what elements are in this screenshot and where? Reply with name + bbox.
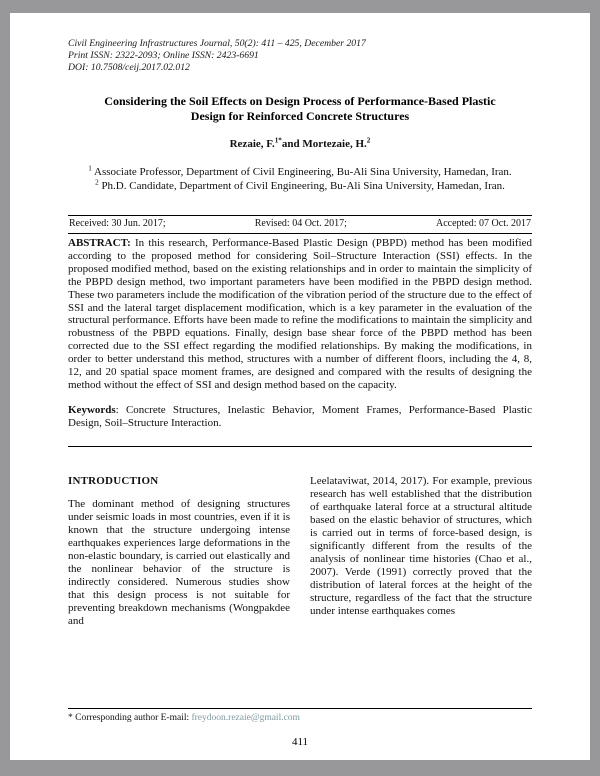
abstract-paragraph [68,237,532,392]
accepted-date: Accepted: 07 Oct. 2017 [436,218,531,229]
paper-page [10,13,590,760]
keywords-label: Keywords [68,403,116,416]
journal-doi: DOI: 10.7508/ceij.2017.02.012 [68,62,190,73]
affiliation-1 [80,166,520,180]
footnote-block [68,708,532,724]
revised-date: Revised: 04 Oct. 2017; [254,218,347,229]
footnote-label: Corresponding author E-mail: [72,713,192,723]
author-2-superscript: 2 [366,136,371,145]
keywords-text: : Concrete Structures, Inelastic Behavior, Moment Frames, Performance-Based Plastic Design, Soil–Structure Interaction. [68,403,532,429]
author-2: Mortezaie, H. [302,138,367,150]
footnote-marker: * [68,713,73,723]
journal-citation: Civil Engineering Infrastructures Journal, 50(2): 411 – 425, December 2017 [68,38,366,49]
keywords-paragraph [68,404,532,430]
affiliations [68,166,532,193]
abstract-text: In this research, Performance-Based Plastic Design (PBPD) method has been modified according to the proposed method for considering Soil–Structure Interaction (SSI) effects. In the proposed modified method, based on the existing relationships and in order to maintain the simplicity of the PBPD design method, two important parameters have been modified in the PBPD design method. These two parameters include the modification of the vibration period of the structure due to the effect of SSI and the lateral target displacement modification, which is a key parameter in the evaluation of the structural performance. Efforts have been made to refine the modifications to maintain the simplicity and robustness of the PBPD equations. Finally, design base shear force of the PBPD method has been corrected due to the SSI effect regarding the modified relationships. By making the modifications, in order to better understand this method, structures with a number of different floors, including the 4, 8, 12, and 20 spatial space moment frames, are designed and compared with the results of designing the method without the effect of SSI and design method based on the capacity. [68,237,532,391]
corresponding-author-footnote [68,712,532,724]
abstract-label: ABSTRACT: [68,237,131,249]
paper-title: Considering the Soil Effects on Design Process of Performance-Based Plastic Design for Reinforced Concrete Structures [104,94,496,123]
authors-and: and [281,138,303,150]
dates-row [68,215,532,234]
page-number: 411 [291,736,309,748]
received-date: Received: 30 Jun. 2017; [69,218,166,229]
authors-line [68,138,532,150]
affiliation-2-superscript: 2 [95,177,99,186]
journal-issn: Print ISSN: 2322-2093; Online ISSN: 2423-6691 [68,50,259,61]
corresponding-author-email-link[interactable]: freydoon.rezaie@gmail.com [191,713,300,723]
right-column [310,475,532,628]
introduction-heading: INTRODUCTION [68,474,159,487]
affiliation-2 [80,177,520,194]
affiliation-2-text: Ph.D. Candidate, Department of Civil Engineering, Bu-Ali Sina University, Hamedan, Iran. [98,179,505,192]
two-column-body [68,475,532,628]
affiliation-1-text: Associate Professor, Department of Civil Engineering, Bu-Ali Sina University, Hamedan, Iran. [91,166,512,178]
introduction-text-left: The dominant method of designing structures under seismic loads in most countries, even if it is known that the structure undergoing intense earthquakes experiences large deformations in the non-elastic boundary, is carried out elastically and the nonlinear behavior of the structure is indirectly considered. Numerous studies show that this design process is not suitable for preventing breakdown mechanisms (Wongpakdee and [68,497,290,627]
footnote-divider [68,708,532,709]
section-divider [68,446,532,447]
introduction-text-right: Leelataviwat, 2014, 2017). For example, previous research has well established that the distribution of earthquake lateral force at a structural altitude based on the elastic behavior of structures, which is carried out in terms of force-based design, is significantly different from the results of the analysis of nonlinear time histories (Chao et al., 2007). Verde (1991) correctly proved that the distribution of lateral forces at the height of the structure, regardless of the fact that the structure under intense earthquakes comes [310,474,532,617]
page-content [10,13,590,628]
journal-header [68,38,532,74]
author-1-superscript: 1* [274,136,282,145]
author-1: Rezaie, F. [229,138,275,150]
left-column [68,475,290,628]
affiliation-1-superscript: 1 [88,164,92,173]
